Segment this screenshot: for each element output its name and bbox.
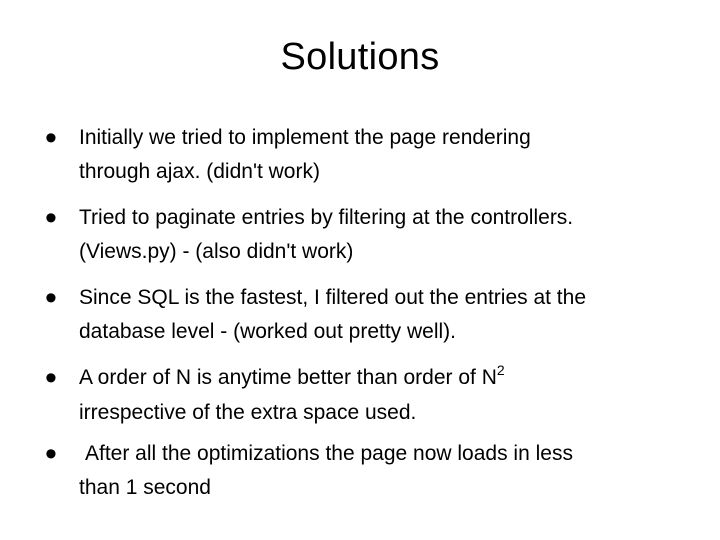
bullet-text <box>79 281 669 349</box>
bullet-text <box>79 361 669 430</box>
bullet-line: (Views.py) - (also didn't work) <box>79 240 354 263</box>
bullet-line: irrespective of the extra space used. <box>79 401 417 424</box>
slide-title: Solutions <box>280 36 440 78</box>
bullet-text <box>79 121 669 189</box>
bullet-dot-icon: • <box>45 359 57 397</box>
bullet-line: Initially we tried to implement the page rendering <box>79 126 531 149</box>
bullet-line <box>79 361 669 396</box>
bullet-dot-icon: • <box>45 435 57 473</box>
bullet-dot-icon: • <box>45 119 57 157</box>
bullet-line: than 1 second <box>79 476 211 499</box>
bullet-text <box>79 437 675 505</box>
bullet-line: through ajax. (didn't work) <box>79 160 320 183</box>
bullet-line: Since SQL is the fastest, I filtered out the entries at the <box>79 286 586 309</box>
bullet-line: Tried to paginate entries by filtering at the controllers. <box>79 206 574 229</box>
bullet-line: database level - (worked out pretty well). <box>79 320 457 343</box>
bullet-line-text: A order of N is anytime better than order of N <box>79 366 497 389</box>
bullet-dot-icon: • <box>45 279 57 317</box>
bullet-text <box>79 201 669 269</box>
bullet-dot-icon: • <box>45 199 57 237</box>
bullet-line: After all the optimizations the page now loads in less <box>85 442 573 465</box>
superscript: 2 <box>496 362 505 378</box>
